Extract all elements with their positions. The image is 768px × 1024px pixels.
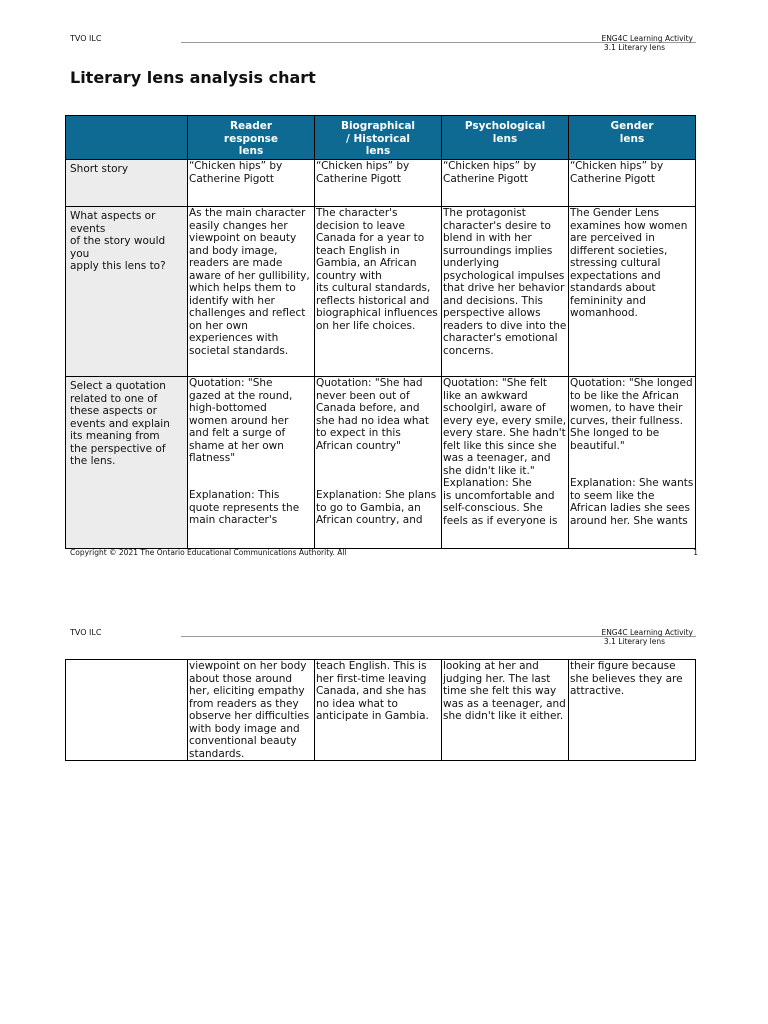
explanation-text: Explanation: She wants to seem like the African ladies she sees around her. She wants [570,477,694,527]
table-cell: looking at her and judging her. The last time she felt this way was as a teenager, and she didn't like it either. [442,660,569,761]
table-cell: The character's decision to leave Canada for a year to teach English in Gambia, an African country with its cultural standards, reflects historical and biographical influences on her life choices. [315,207,442,377]
page-number: 1 [693,548,698,557]
table-cell [315,377,442,549]
quotation-text: Quotation: "She felt like an awkward schoolgirl, aware of every eye, every smile, every stare. She hadn't felt like this since she was a teenager, and she didn't like it." [443,377,567,477]
table-cell [188,377,315,549]
table-row [66,660,696,761]
quotation-text: Quotation: "She longed to be like the African women, to have their curves, their fullness. She longed to be beautiful." [570,377,693,452]
table-cell: teach English. This is her first-time leaving Canada, and she has no idea what to anticipate in Gambia. [315,660,442,761]
table-cell: “Chicken hips” by Catherine Pigott [188,160,315,207]
header-cell-psychological: Psychological lens [442,116,569,160]
table-cell: viewpoint on her body about those around her, eliciting empathy from readers as they observe her difficulties with body image and conventional beauty standards. [188,660,315,761]
table-cell: The Gender Lens examines how women are perceived in different societies, stressing cultural expectations and standards about femininity and womanhood. [569,207,696,377]
header-cell-empty [66,116,188,160]
header-course: ENG4C Learning Activity [601,34,693,43]
header-cell-reader-response: Reader response lens [188,116,315,160]
lens-chart-table-continued [65,659,696,761]
header-right [601,628,693,646]
row-label-aspects: What aspects or events of the story would you apply this lens to? [66,207,188,377]
row-label-quotation: Select a quotation related to one of these aspects or events and explain its meaning from the perspective of the lens. [66,377,188,549]
table-cell: The protagonist character's desire to blend in with her surroundings implies underlying psychological impulses that drive her behavior and decisions. This perspective allows readers to dive into the character's emotional concerns. [442,207,569,377]
header-course: ENG4C Learning Activity [601,628,693,637]
explanation-text: Explanation: She plans to go to Gambia, an African country, and [316,489,437,526]
page-2 [0,575,768,1024]
header-activity: 3.1 Literary lens [603,637,665,646]
copyright-footer: Copyright © 2021 The Ontario Educational Communications Authority. All [70,548,347,557]
table-row [66,160,696,207]
table-row [66,207,696,377]
header-cell-gender: Gender lens [569,116,696,160]
quotation-text: Quotation: "She had never been out of Canada before, and she had no idea what to expect in this African country" [316,377,430,452]
header-cell-biographical: Biographical / Historical lens [315,116,442,160]
header-left: TVO ILC [70,628,102,637]
explanation-text: Explanation: This quote represents the main character's [189,489,300,526]
row-label-short-story: Short story [66,160,188,207]
table-header-row [66,116,696,160]
lens-chart-table [65,115,696,549]
quotation-text: Quotation: "She gazed at the round, high-bottomed women around her and felt a surge of shame at her own flatness" [189,377,293,464]
table-cell: As the main character easily changes her viewpoint on beauty and body image, readers are made aware of her gullibility, which helps them to identify with her challenges and reflect on her own experiences with societal standards. [188,207,315,377]
table-cell [442,377,569,549]
table-cell: “Chicken hips” by Catherine Pigott [442,160,569,207]
table-cell: their figure because she believes they are attractive. [569,660,696,761]
page-title: Literary lens analysis chart [70,68,316,87]
table-cell [569,377,696,549]
table-cell: “Chicken hips” by Catherine Pigott [315,160,442,207]
header-left: TVO ILC [70,34,102,43]
header-activity: 3.1 Literary lens [603,43,665,52]
table-row [66,377,696,549]
explanation-text: Explanation: She is uncomfortable and self-conscious. She feels as if everyone is [443,477,558,527]
table-cell-empty [66,660,188,761]
header-right [601,34,693,52]
table-cell: “Chicken hips” by Catherine Pigott [569,160,696,207]
